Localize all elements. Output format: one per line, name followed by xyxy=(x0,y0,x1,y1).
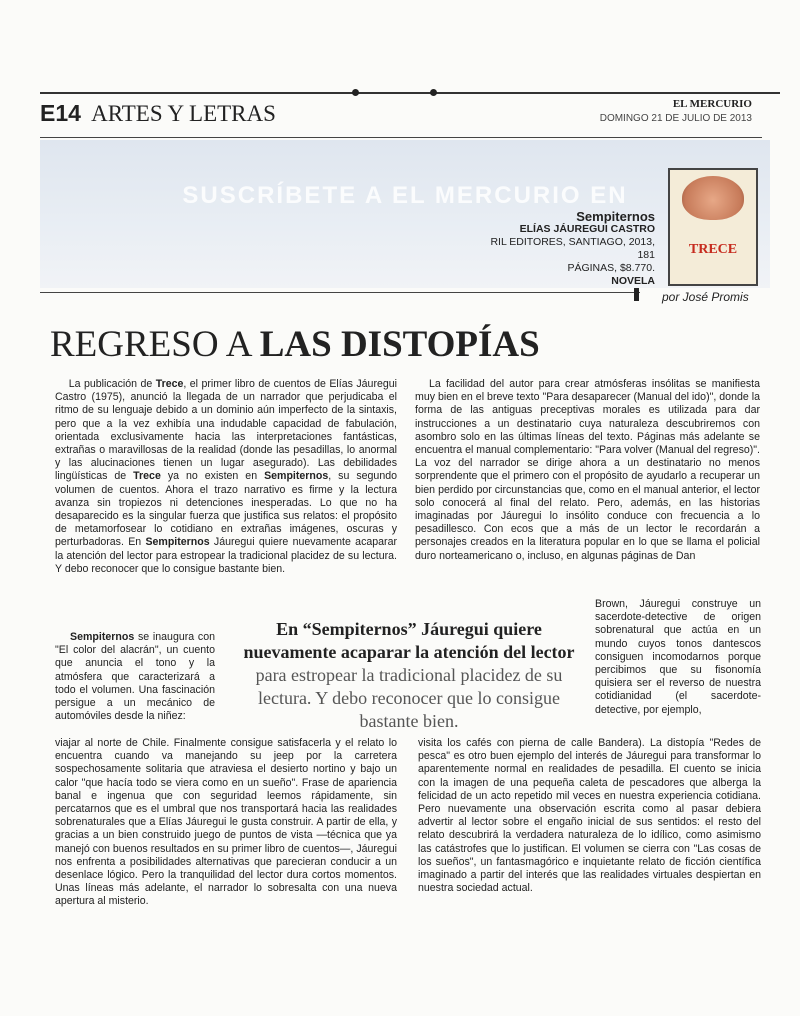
book-cover-image xyxy=(668,168,758,286)
pull-quote-bold: En “Sempiternos” Jáuregui quiere nuevamente acaparar la atención del lector xyxy=(243,619,575,662)
section-title: ARTES Y LETRAS xyxy=(91,101,276,126)
text: ya no existen en xyxy=(160,470,265,483)
page-code: E14 xyxy=(40,100,81,126)
book-info xyxy=(480,210,655,288)
book-ref: Sempiternos xyxy=(264,470,329,483)
byline-rule xyxy=(40,292,640,293)
pull-quote-regular: para estropear la tradicional placidez de su lectura. Y debo reconocer que lo consigue bastante bien. xyxy=(255,665,563,731)
paragraph: Brown, Jáuregui construye un sacerdote-detective de origen sobrenatural que actúa en un mundo cuyos tonos dantescos consiguen incomodarnos porque percibimos que su fisonomía quisiera ser el reverso de nuestra cotidianidad (el sacerdote-detective, por ejemplo, xyxy=(595,598,761,716)
book-ref: Sempiternos xyxy=(145,536,210,549)
paragraph: viajar al norte de Chile. Finalmente consigue satisfacerla y el relato lo encuentra cuando va manejando su jeep por la carretera sospechosamente solitaria que atraviesa el desierto nortino y bajo un calor "que hacía todo se viera como en un sueño". Frase de apariencia banal e ingenua que con seguridad leemos rápidamente, sin percatarnos que es el umbral que nos transportará hacia las realidades sobrenaturales que a Elías Jáuregui le gusta construir. A partir de ella, y gracias a un bien construido juego de puntos de vista —técnica que ya manejó con buenos resultados en su primer libro de cuentos—, Jáuregui nos enfrenta a posibilidades alternativas que parecieran conducir a un desenlace lógico. Pero la tranquilidad del lector dura cortos momentos. Unas líneas más adelante, el narrador lo sobresalta con una nueva apertura al misterio. xyxy=(55,737,397,908)
column-2-narrow xyxy=(595,598,761,717)
top-rule xyxy=(40,92,780,94)
column-1-bottom xyxy=(55,737,397,909)
byline-bar xyxy=(634,288,639,301)
book-pages-price: PÁGINAS, $8.770. xyxy=(567,262,655,274)
article-headline xyxy=(50,323,540,366)
pull-quote xyxy=(238,618,580,733)
rule-dot xyxy=(430,89,437,96)
text: Jáuregui quiere nuevamente acaparar la atención del lector para estropear la tradicional placidez de su lectura. Y debo reconocer que lo consigue bastante bien. xyxy=(55,536,397,575)
book-title: Sempiternos xyxy=(576,209,655,224)
column-1-top xyxy=(55,378,397,576)
headline-part2: LAS DISTOPÍAS xyxy=(259,324,540,365)
banner-text: SUSCRÍBETE A EL MERCURIO EN xyxy=(182,182,628,209)
rule-dot xyxy=(352,89,359,96)
text: se inaugura con "El color del alacrán", un cuento que anuncia el tono y la atmósfera que caracterizará a todo el volumen. Una fascinación persigue a un mecánico de automóviles desde la niñez: xyxy=(55,631,215,723)
column-2-top xyxy=(415,378,760,563)
book-author: ELÍAS JÁUREGUI CASTRO xyxy=(519,223,655,235)
text: , el primer libro de cuentos de Elías Jáuregui Castro (1975), anunció la llegada de un narrador que perjudicaba el ritmo de su lenguaje debido a un dominio aún imperfecto de la sintaxis, pero que a la vez exhibía una indudable capacidad de fabulación, orientada exclusivamente hacia las interpretaciones fantásticas, extrañas o maravillosas de la realidad (donde las pesadillas, lo anormal y las alucinaciones tienen un lugar asegurado). Las debilidades lingüísticas de xyxy=(55,378,397,483)
section-header xyxy=(40,100,276,127)
cover-title: TRECE xyxy=(688,242,738,257)
column-1-narrow xyxy=(55,631,215,723)
book-ref: Trece xyxy=(155,378,184,390)
faded-banner xyxy=(40,140,770,288)
newspaper-name: EL MERCURIO xyxy=(672,98,752,110)
issue-date: DOMINGO 21 DE JULIO DE 2013 xyxy=(599,113,752,124)
book-ref: Trece xyxy=(133,470,161,483)
cover-face-illustration xyxy=(682,176,744,220)
book-genre: NOVELA xyxy=(611,275,655,287)
book-ref: Sempiternos xyxy=(70,631,135,643)
header-rule xyxy=(40,137,762,138)
paragraph: La facilidad del autor para crear atmósferas insólitas se manifiesta muy bien en el breve texto "Para desaparecer (Manual del ido)", donde la forma de las antiguas preceptivas morales es utilizada para dar instrucciones a un destinatario cuya naturaleza descubriremos con asombro solo en las últimas líneas del texto. Páginas más adelante se encuentra el manual complementario: "Para volver (Manual del regreso)". La voz del narrador se dirige ahora a un destinatario no menos sorprendente que el primero con el propósito de ayudarlo a recuperar un bien perdido por circunstancias que, como en el manual anterior, el lector solo conocerá al final del relato. Pero, además, en las historias imaginadas por Jáuregui lo insólito conduce con frecuencia a lo pesadillesco. Con ecos que a más de un lector le recordarán a personajes creados en la literatura popular en lo que se llama el policial duro norteamericano o, incluso, en algunas páginas de Dan xyxy=(415,378,760,562)
book-publisher: RIL EDITORES, SANTIAGO, 2013, 181 xyxy=(490,236,655,261)
column-2-bottom xyxy=(418,737,761,895)
headline-part1: REGRESO A xyxy=(50,324,260,365)
text: , su segundo volumen de cuentos. Ahora el trazo narrativo es firme y la lectura avanza sin tropiezos ni detenciones inesperadas. Lo que no ha desaparecido es la singular fuerza que justifica sus relatos: el propósito de metamorfosear lo cotidiano en extrañas imágenes, oscuras y perturbadoras. En xyxy=(55,470,397,549)
byline: por José Promis xyxy=(662,290,749,304)
masthead xyxy=(600,98,752,124)
text: La publicación de xyxy=(68,378,156,390)
paragraph: visita los cafés con pierna de calle Bandera). La distopía "Redes de pesca" es otro buen ejemplo del interés de Jáuregui para transformar lo aparentemente normal en realidades de pesadilla. El cuento se inicia con la imagen de una pequeña caleta de pescadores que alberga la felicidad de un acto repetido mil veces en nuestra experiencia cotidiana. Pero nuevamente una observación escrita como al pasar debiera advertir al lector sobre el engaño inicial de sus sentidos: el resto del relato descubrirá la verdadera naturaleza de lo idílico, como asimismo las catástrofes que lo justifican. El volumen se cierra con "Las cosas de los sueños", un fantasmagórico e inquietante relato de ficción científica imaginado a partir del interés que las realidades virtuales despiertan en nuestra sociedad actual. xyxy=(418,737,761,895)
